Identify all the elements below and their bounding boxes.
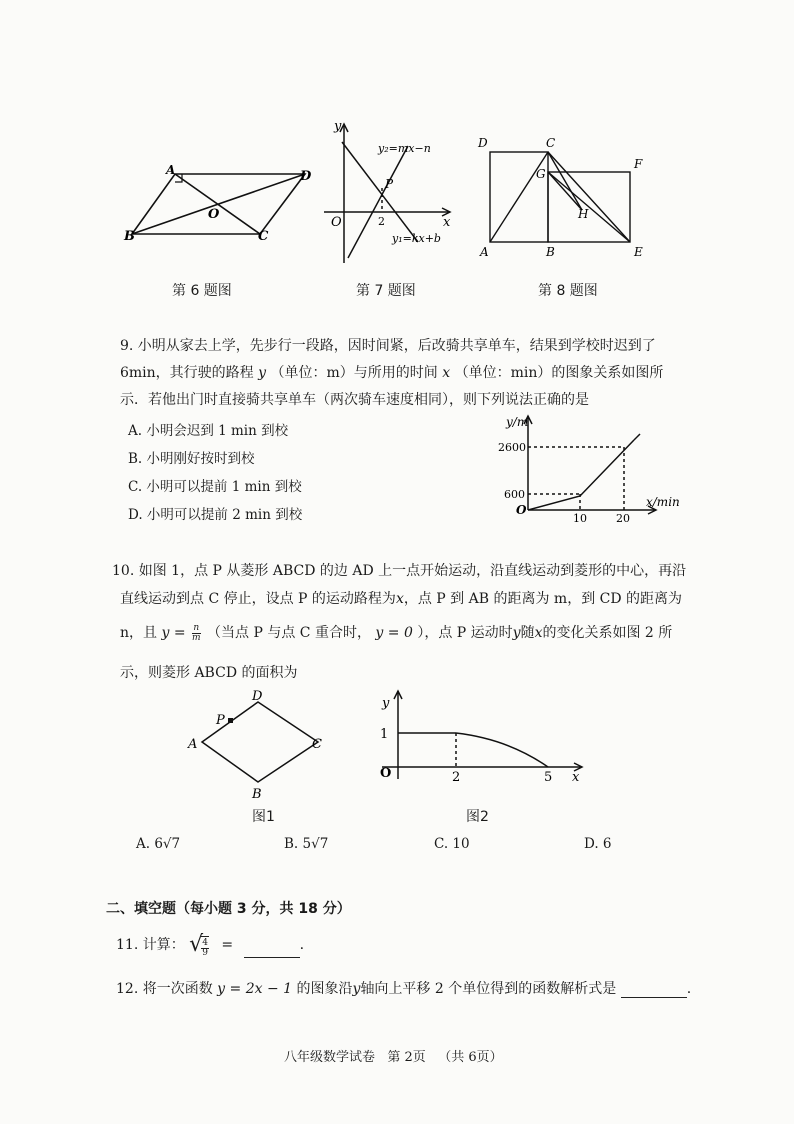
q10-line-2 [120, 588, 682, 608]
fig7-label-y: y [334, 119, 342, 134]
q9-var-x: x [442, 365, 451, 381]
fig7-label-p: P [385, 177, 394, 191]
q9-graph-ylabel: y/m [506, 415, 529, 429]
q12-var-y: y [352, 981, 361, 997]
fig1-label-p: P [216, 713, 225, 728]
fig8-label-b: B [546, 245, 555, 259]
q9-graph-ytick-2600: 2600 [498, 441, 526, 454]
fig6-label-o: O [208, 207, 220, 222]
q10-line-2b: ，点 P 到 AB 的距离为 m，到 CD 的距离为 [403, 591, 683, 607]
q10-line-4: 示，则菱形 ABCD 的面积为 [120, 665, 298, 681]
question-11 [116, 932, 304, 958]
q12-text-c: 轴向上平移 2 个单位得到的函数解析式是 [360, 981, 617, 997]
fig6-label-b: B [124, 229, 135, 244]
fig8-label-g: G [536, 167, 546, 181]
fig6-label-c: C [258, 229, 269, 244]
fig1-label-a: A [188, 737, 198, 752]
question-10 [112, 560, 752, 690]
q11-prefix: 11. 计算： [116, 937, 185, 953]
q10-var-y2: y [512, 625, 521, 641]
fig8-caption: 第 8 题图 [538, 283, 598, 299]
q10-fig2-caption: 图2 [466, 809, 489, 825]
q12-text-b: 的图象沿 [296, 981, 353, 997]
fig8-label-c: C [546, 136, 556, 150]
fig2-label-y: y [382, 696, 390, 711]
figure-6 [120, 150, 320, 250]
q10-line-2a: 直线运动到点 C 停止，设点 P 的运动路程为 [120, 591, 396, 607]
q10-line-3b: （当点 P 与点 C 重合时， [207, 625, 371, 641]
question-12 [116, 978, 691, 998]
q10-option-d[interactable]: D. 6 [584, 836, 612, 852]
fig7-caption: 第 7 题图 [356, 283, 416, 299]
q10-y0: y = 0 [375, 625, 413, 641]
q11-sqrt: √ $\frac{4}{9}$ [189, 932, 208, 958]
q10-fraction [192, 624, 201, 643]
q10-line-3e: 随 [520, 625, 535, 641]
fig2-label-2: 2 [452, 770, 461, 785]
q10-option-b[interactable]: B. 5√7 [284, 836, 329, 852]
fig2-label-o: O [380, 766, 392, 781]
q9-graph-xtick-10: 10 [573, 512, 587, 522]
q9-graph-xtick-20: 20 [616, 512, 630, 522]
q9-option-a[interactable]: A. 小明会迟到 1 min 到校 [128, 423, 289, 439]
q9-var-y: y [258, 365, 267, 381]
q10-var-x: x [395, 591, 404, 607]
fig6-caption: 第 6 题图 [172, 283, 232, 299]
q10-frac-den: m [192, 632, 201, 643]
q12-text-a: 12. 将一次函数 [116, 981, 213, 997]
fig7-label-o: O [331, 215, 342, 230]
figure-8 [474, 130, 654, 262]
q10-line-3a: n，且 [120, 625, 158, 641]
q9-line-2 [120, 362, 663, 382]
fig8-label-a: A [480, 245, 489, 259]
fig2-label-x: x [572, 770, 580, 785]
q9-graph-xlabel: x/min [646, 495, 680, 509]
page-footer: 八年级数学试卷 第 2页 （共 6页） [284, 1050, 503, 1065]
q10-option-a[interactable]: A. 6√7 [136, 836, 181, 852]
fig7-label-y1: y₁=kx+b [392, 232, 441, 245]
fig1-label-b: B [252, 787, 262, 802]
q10-figure-2 [368, 685, 598, 785]
q11-num: 4 [202, 938, 208, 948]
fig1-label-c: C [312, 737, 322, 752]
fig6-label-a: A [166, 163, 176, 177]
q10-var-x2: x [534, 625, 543, 641]
q10-line-3 [120, 622, 672, 643]
fig7-label-x: x [443, 215, 451, 230]
fig6-label-d: D [300, 169, 312, 184]
fig8-label-e: E [634, 245, 643, 259]
q12-answer-blank[interactable] [621, 997, 687, 998]
q11-den: 9 [202, 948, 208, 958]
q9-graph-ytick-600: 600 [504, 488, 525, 501]
q9-line-2c: （单位：min）的图象关系如图所 [454, 365, 664, 381]
q9-graph [496, 410, 686, 522]
section-2-title: 二、填空题（每小题 3 分，共 18 分） [106, 901, 351, 917]
fig1-label-d: D [252, 689, 263, 704]
figure-7 [322, 118, 457, 268]
q9-graph-origin: O [516, 503, 527, 517]
q9-line-3: 示．若他出门时直接骑共享单车（两次骑车速度相同），则下列说法正确的是 [120, 392, 589, 408]
fig2-label-5: 5 [544, 770, 553, 785]
q10-line-3g: 的变化关系如图 2 所 [542, 625, 673, 641]
q10-frac-num: n [193, 622, 200, 633]
q10-figure-1 [180, 688, 340, 803]
fig8-label-f: F [634, 157, 643, 171]
q10-fig1-caption: 图1 [252, 809, 275, 825]
q10-eq-y: y = [161, 625, 186, 641]
fig8-label-d: D [478, 136, 488, 150]
q11-end: . [299, 937, 305, 953]
q9-line-2a: 6min，其行驶的路程 [120, 365, 254, 381]
fig7-label-2: 2 [378, 215, 385, 228]
fig2-label-1: 1 [380, 727, 389, 742]
q10-line-1: 10. 如图 1，点 P 从菱形 ABCD 的边 AD 上一点开始运动，沿直线运动到菱形的中心，再沿 [112, 563, 687, 579]
q11-answer-blank[interactable] [244, 957, 300, 958]
fig8-label-h: H [578, 207, 589, 221]
fig7-label-y2: y₂=mx−n [378, 142, 431, 155]
q11-equals: = [221, 937, 234, 953]
q9-option-c[interactable]: C. 小明可以提前 1 min 到校 [128, 479, 302, 495]
q10-line-3c: ），点 P 运动时 [417, 625, 513, 641]
q10-option-c[interactable]: C. 10 [434, 836, 470, 852]
q9-line-2b: （单位：m）与所用的时间 [270, 365, 438, 381]
q12-equation: y = 2x − 1 [217, 981, 293, 997]
q9-option-d[interactable]: D. 小明可以提前 2 min 到校 [128, 507, 303, 523]
q9-line-1: 9. 小明从家去上学，先步行一段路，因时间紧，后改骑共享单车，结果到学校时迟到了 [120, 338, 656, 354]
q12-end: . [686, 981, 692, 997]
q9-option-b[interactable]: B. 小明刚好按时到校 [128, 451, 255, 467]
